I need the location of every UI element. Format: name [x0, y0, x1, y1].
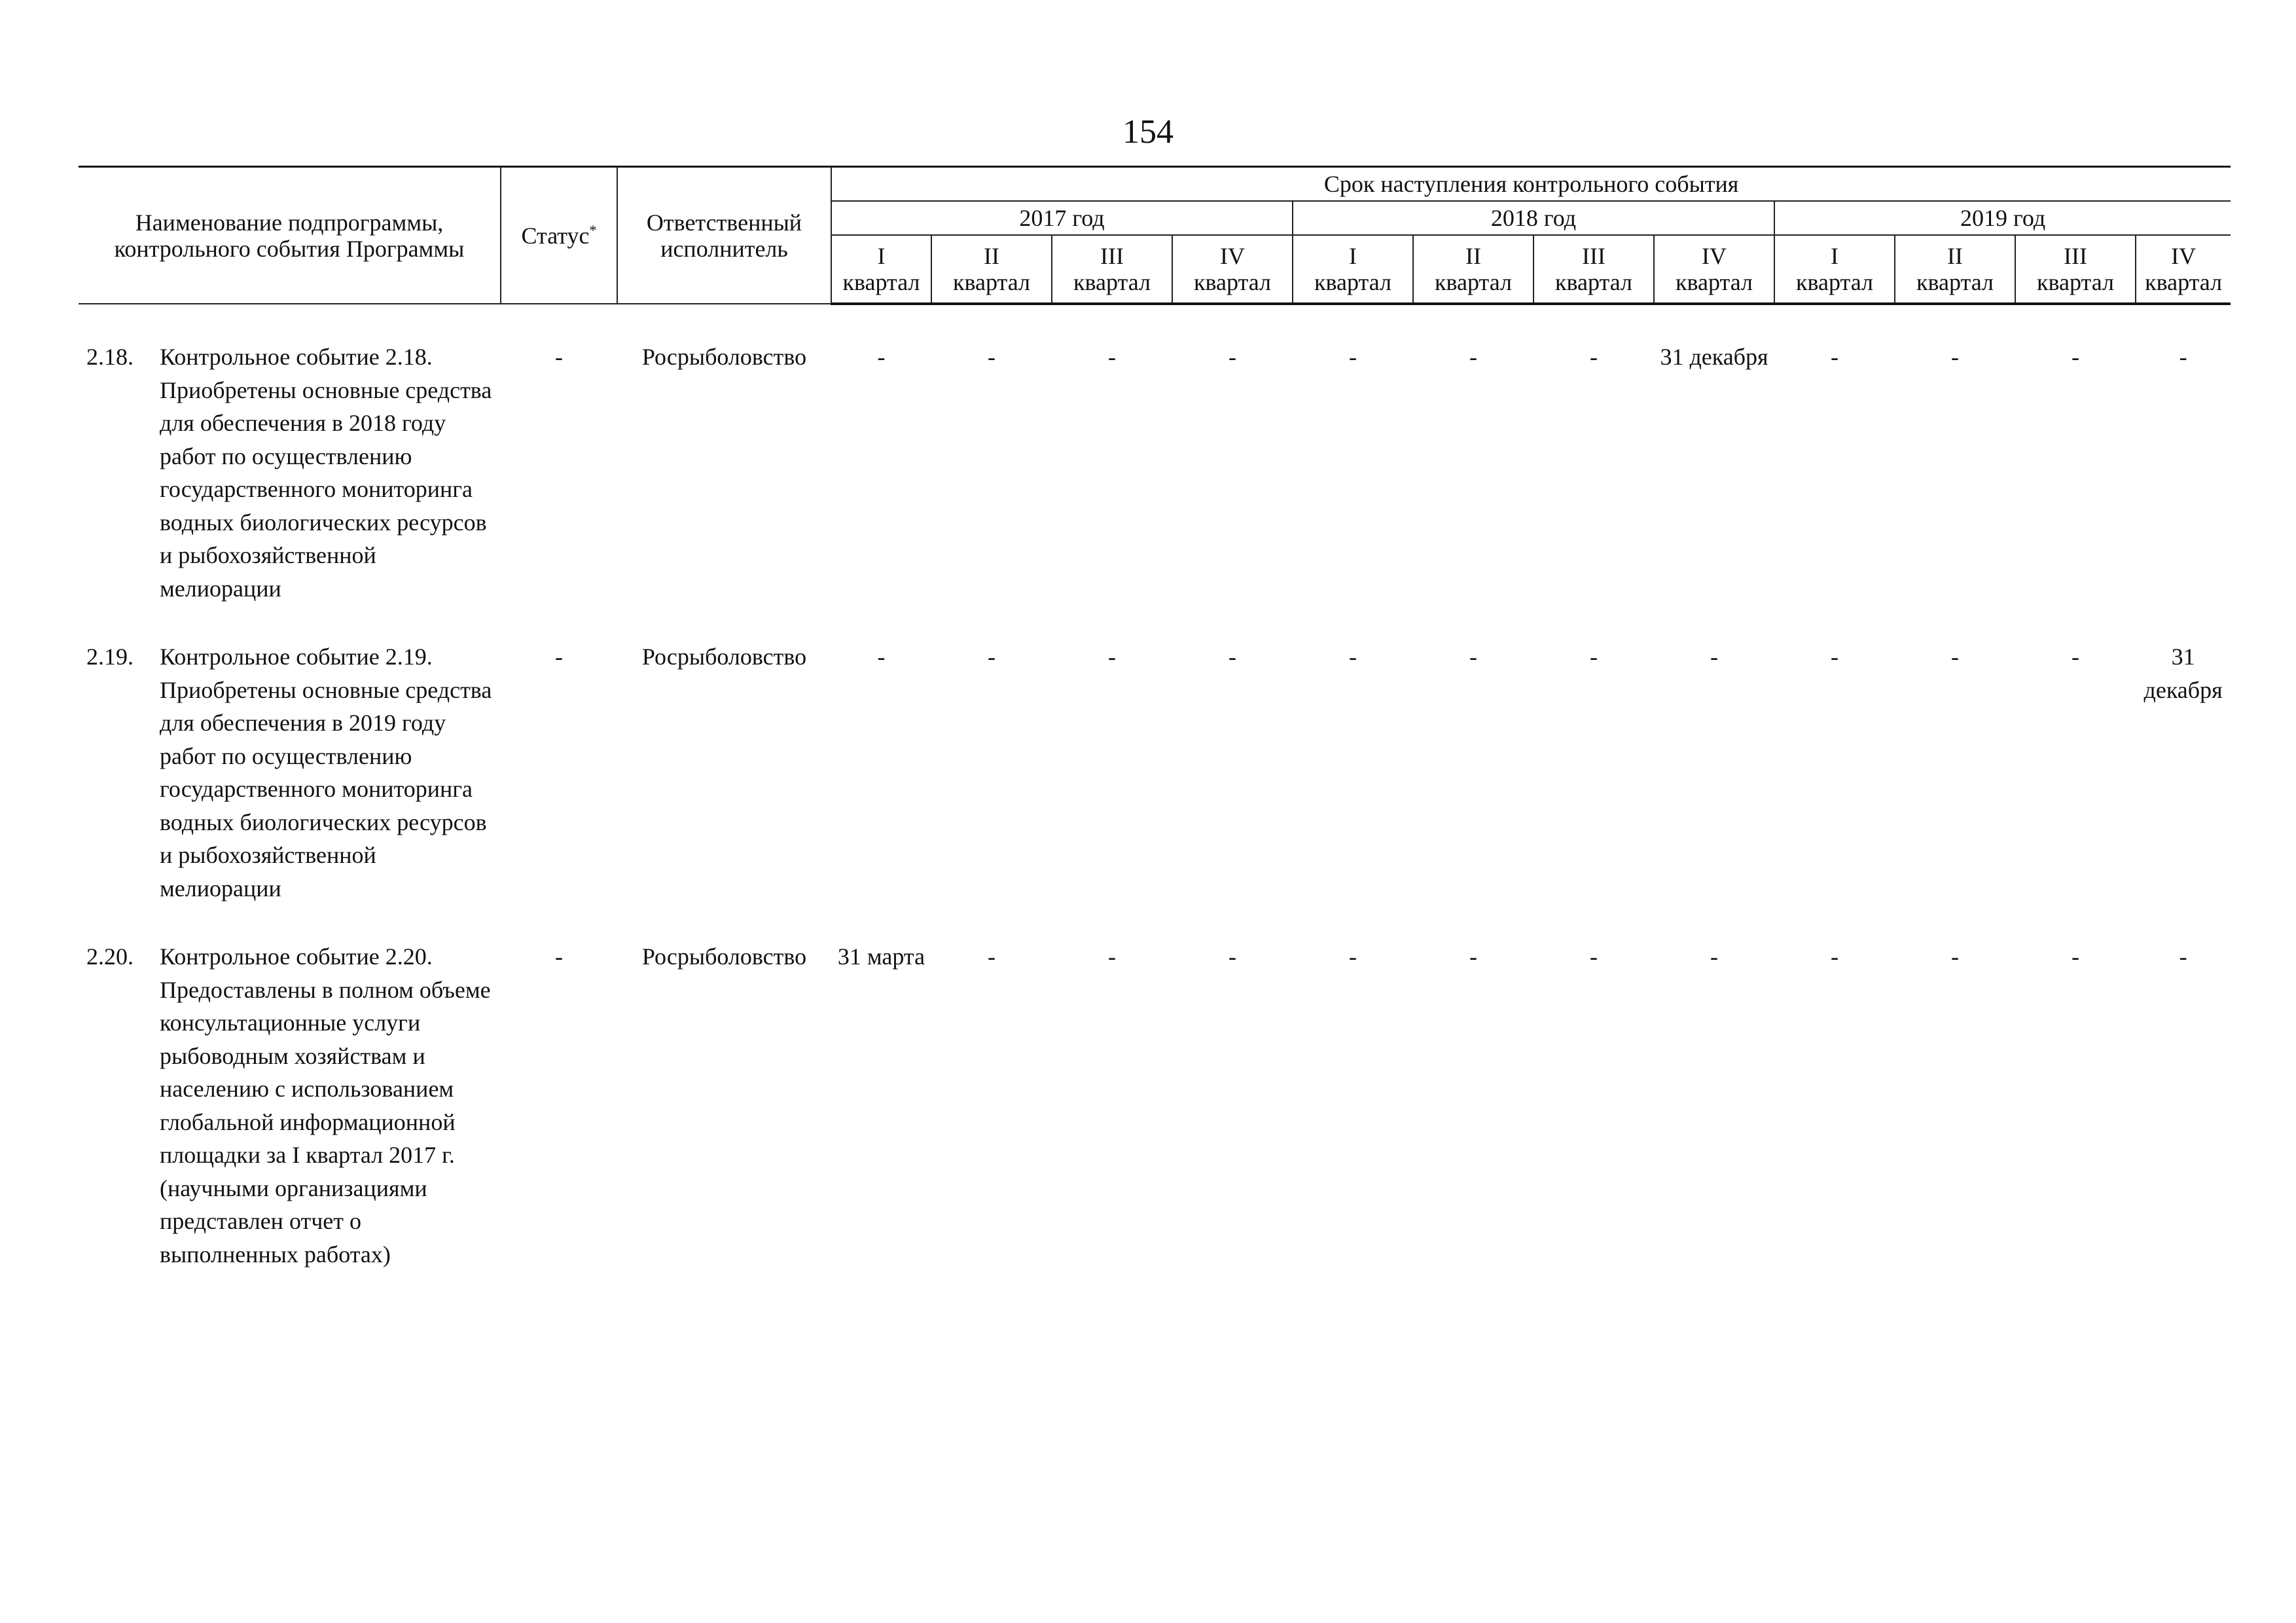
- header-quarter: [1413, 235, 1534, 304]
- quarter-word: квартал: [2037, 269, 2114, 295]
- page-number: 154: [1122, 113, 1174, 151]
- quarter-deadline: -: [1469, 943, 1477, 970]
- quarter-word: квартал: [1916, 269, 1994, 295]
- quarter-deadline: -: [1108, 344, 1116, 370]
- quarter-deadline: -: [1349, 644, 1357, 670]
- quarter-numeral: II: [984, 243, 999, 269]
- header-name-column: Наименование подпрограммы, контрольного события Программы: [79, 167, 501, 304]
- event-status: -: [555, 943, 563, 970]
- quarter-deadline: -: [1469, 344, 1477, 370]
- quarter-numeral: IV: [1702, 243, 1727, 269]
- event-name-cell: [79, 640, 501, 940]
- quarter-numeral: III: [1100, 243, 1124, 269]
- quarter-numeral: III: [1582, 243, 1605, 269]
- event-number: 2.18.: [86, 344, 134, 370]
- quarter-numeral: IV: [1220, 243, 1245, 269]
- table-header: [79, 167, 2231, 304]
- event-executor: Росрыболовство: [641, 344, 807, 370]
- quarter-deadline: -: [1710, 644, 1718, 670]
- quarter-deadline: -: [2179, 943, 2187, 970]
- quarter-deadline: -: [2072, 344, 2079, 370]
- quarter-numeral: II: [1465, 243, 1481, 269]
- header-year-2018: 2018 год: [1293, 201, 1774, 235]
- quarter-deadline: -: [1831, 344, 1839, 370]
- quarter-word: квартал: [953, 269, 1030, 295]
- quarter-deadline: -: [1469, 644, 1477, 670]
- header-quarter: [1895, 235, 2015, 304]
- header-quarter: [831, 235, 931, 304]
- quarter-deadline: -: [2072, 644, 2079, 670]
- quarter-word: квартал: [1555, 269, 1632, 295]
- event-title: Контрольное событие 2.20. Предоставлены в полном объеме консультационные услуги рыбоводным хозяйствам и населению с использованием глобальной информационной площадки за I квартал 2017 г. (научными организациями представлен отчет о выполненных работах): [160, 943, 491, 1267]
- quarter-deadline: -: [1349, 943, 1357, 970]
- quarter-deadline: 31 декабря: [2144, 644, 2223, 703]
- event-name-cell: [79, 340, 501, 640]
- header-quarter: [1172, 235, 1293, 304]
- event-number: 2.19.: [86, 644, 134, 670]
- header-executor-column: Ответственный исполнитель: [617, 167, 831, 304]
- quarter-word: квартал: [842, 269, 920, 295]
- event-name-cell: [79, 940, 501, 1306]
- quarter-word: квартал: [1194, 269, 1271, 295]
- quarter-deadline: 31 марта: [837, 943, 925, 970]
- header-quarter: [2136, 235, 2231, 304]
- quarter-deadline: -: [2179, 344, 2187, 370]
- quarter-deadline: -: [1229, 943, 1236, 970]
- quarter-numeral: IV: [2171, 243, 2197, 269]
- event-title: Контрольное событие 2.18. Приобретены основные средства для обеспечения в 2018 году работ по осуществлению государственного мониторинга водных биологических ресурсов и рыбохозяйственной мелиорации: [160, 344, 492, 602]
- quarter-deadline: -: [1229, 344, 1236, 370]
- quarter-deadline: 31 декабря: [1660, 344, 1768, 370]
- header-year-2017: 2017 год: [831, 201, 1293, 235]
- quarter-deadline: -: [2072, 943, 2079, 970]
- quarter-deadline: -: [1831, 943, 1839, 970]
- quarter-deadline: -: [1590, 344, 1598, 370]
- header-status-label: Статус: [521, 222, 590, 249]
- quarter-word: квартал: [1676, 269, 1753, 295]
- quarter-deadline: -: [1590, 943, 1598, 970]
- header-year-2019: 2019 год: [1774, 201, 2231, 235]
- quarter-deadline: -: [1951, 644, 1959, 670]
- quarter-word: квартал: [1796, 269, 1873, 295]
- header-status-column: [501, 167, 617, 304]
- quarter-deadline: -: [877, 344, 886, 370]
- header-quarter: [1654, 235, 1774, 304]
- table-body: [79, 304, 2231, 1306]
- quarter-deadline: -: [1590, 644, 1598, 670]
- event-status: -: [555, 644, 563, 670]
- header-quarter: [1293, 235, 1413, 304]
- quarter-deadline: -: [1229, 644, 1236, 670]
- header-quarter: [1052, 235, 1172, 304]
- event-executor: Росрыболовство: [641, 644, 807, 670]
- quarter-deadline: -: [877, 644, 886, 670]
- header-quarter: [1534, 235, 1654, 304]
- table-row: [79, 640, 2231, 940]
- header-deadline-group: Срок наступления контрольного события: [831, 167, 2231, 202]
- event-status: -: [555, 344, 563, 370]
- quarter-numeral: I: [1831, 243, 1839, 269]
- header-quarter: [1774, 235, 1895, 304]
- header-status-footnote-mark: *: [589, 221, 597, 238]
- quarter-deadline: -: [988, 644, 996, 670]
- header-quarter: [2015, 235, 2136, 304]
- quarter-deadline: -: [1108, 644, 1116, 670]
- quarter-word: квартал: [1314, 269, 1391, 295]
- quarter-deadline: -: [1108, 943, 1116, 970]
- quarter-numeral: I: [1349, 243, 1357, 269]
- quarter-deadline: -: [1710, 943, 1718, 970]
- quarter-numeral: I: [877, 243, 886, 269]
- quarter-word: квартал: [1073, 269, 1151, 295]
- quarter-deadline: -: [988, 344, 996, 370]
- quarter-deadline: -: [988, 943, 996, 970]
- quarter-word: квартал: [2145, 269, 2223, 295]
- quarter-numeral: III: [2064, 243, 2087, 269]
- quarter-deadline: -: [1349, 344, 1357, 370]
- quarter-word: квартал: [1435, 269, 1512, 295]
- quarter-deadline: -: [1951, 344, 1959, 370]
- header-quarter: [931, 235, 1052, 304]
- quarter-numeral: II: [1947, 243, 1963, 269]
- quarter-deadline: -: [1831, 644, 1839, 670]
- control-events-table: [79, 166, 2231, 1306]
- event-executor: Росрыболовство: [641, 943, 807, 970]
- quarter-deadline: -: [1951, 943, 1959, 970]
- table-row: [79, 940, 2231, 1306]
- event-title: Контрольное событие 2.19. Приобретены основные средства для обеспечения в 2019 году работ по осуществлению государственного мониторинга водных биологических ресурсов и рыбохозяйственной мелиорации: [160, 644, 492, 902]
- table-row: [79, 340, 2231, 640]
- event-number: 2.20.: [86, 943, 134, 970]
